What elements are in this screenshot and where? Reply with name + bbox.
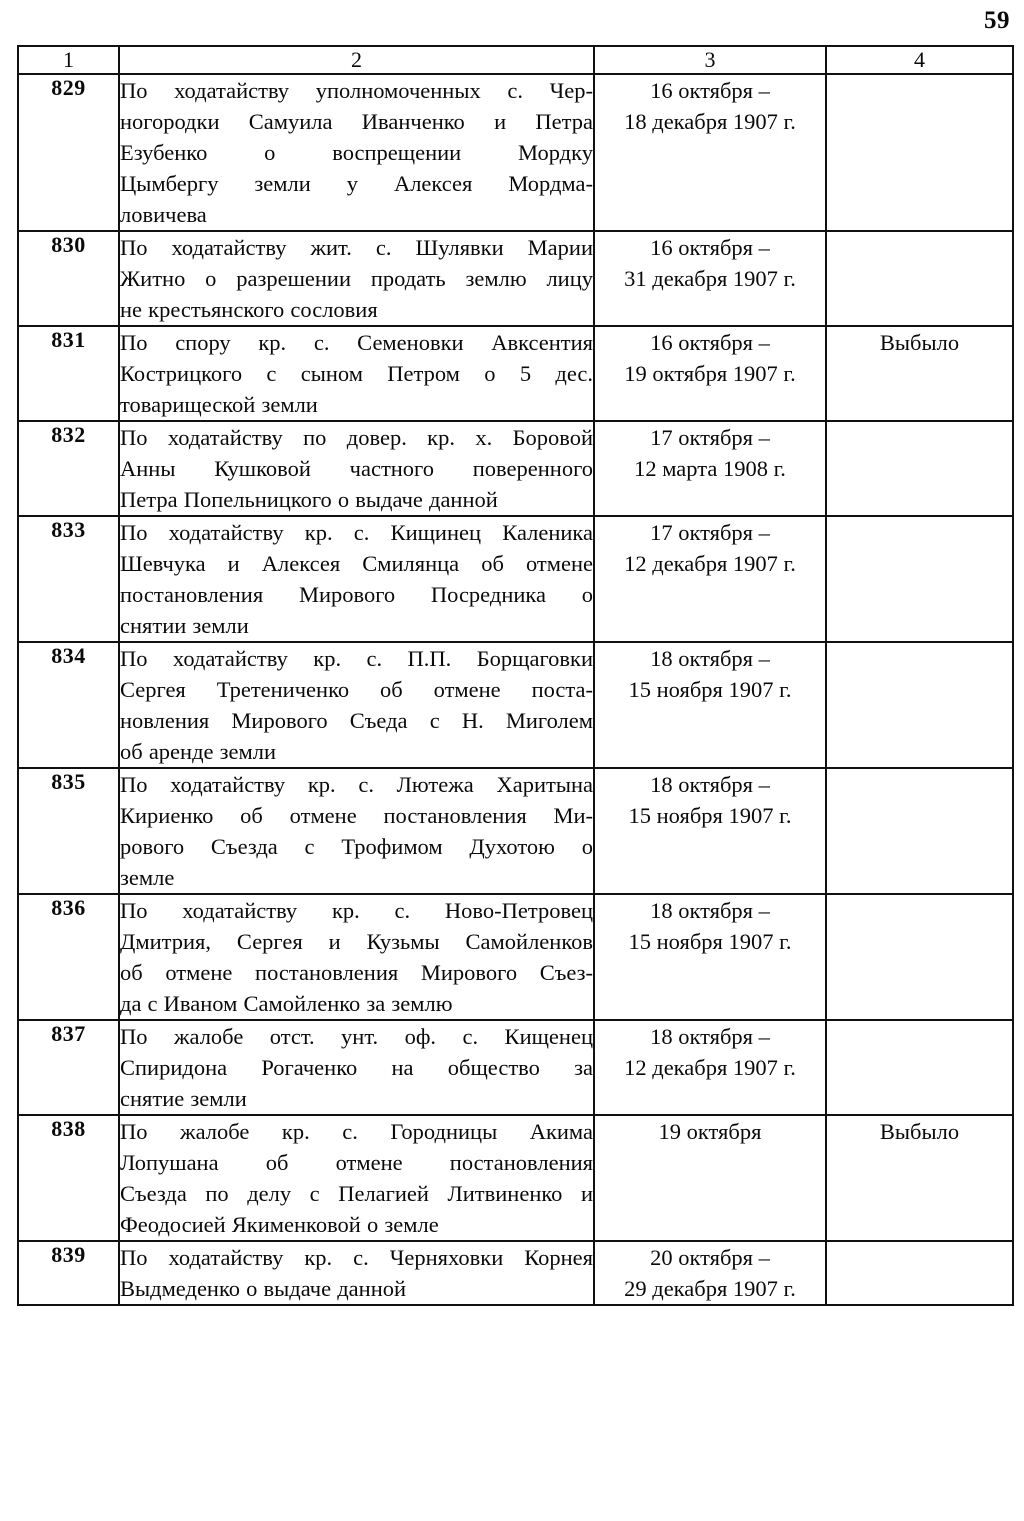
date-line: 18 декабря 1907 г. bbox=[624, 109, 796, 134]
table-row bbox=[18, 768, 1013, 894]
date-line: 15 ноября 1907 г. bbox=[628, 803, 792, 828]
case-status bbox=[826, 1241, 1013, 1305]
page-number: 59 bbox=[984, 7, 1010, 34]
case-number: 839 bbox=[18, 1241, 119, 1305]
description-line: Спиридона Рогаченко на общество за bbox=[120, 1055, 593, 1080]
case-number: 832 bbox=[18, 421, 119, 516]
table-row bbox=[18, 421, 1013, 516]
case-description bbox=[119, 421, 594, 516]
case-dates bbox=[594, 1115, 826, 1241]
case-description bbox=[119, 74, 594, 231]
date-line: 20 октября – bbox=[650, 1245, 770, 1270]
case-number: 836 bbox=[18, 894, 119, 1020]
case-dates bbox=[594, 768, 826, 894]
description-line: Сергея Третениченко об отмене поста- bbox=[120, 677, 593, 702]
case-status bbox=[826, 516, 1013, 642]
case-status bbox=[826, 231, 1013, 326]
column-header-3: 3 bbox=[594, 46, 826, 74]
date-line: 18 октября – bbox=[650, 646, 770, 671]
date-line: 18 октября – bbox=[650, 772, 770, 797]
description-line: ловичева bbox=[120, 202, 207, 227]
date-line: 31 декабря 1907 г. bbox=[624, 266, 796, 291]
description-line: По ходатайству по довер. кр. х. Боровой bbox=[120, 425, 593, 450]
table-row bbox=[18, 1020, 1013, 1115]
date-line: 12 декабря 1907 г. bbox=[624, 551, 796, 576]
case-dates bbox=[594, 421, 826, 516]
case-number: 829 bbox=[18, 74, 119, 231]
table-row bbox=[18, 516, 1013, 642]
case-description bbox=[119, 231, 594, 326]
case-number: 834 bbox=[18, 642, 119, 768]
description-line: новления Мирового Съеда с Н. Миголем bbox=[120, 708, 593, 733]
case-status bbox=[826, 894, 1013, 1020]
date-line: 29 декабря 1907 г. bbox=[624, 1276, 796, 1301]
date-line: 17 октября – bbox=[650, 520, 770, 545]
date-line: 16 октября – bbox=[650, 78, 770, 103]
description-line: По ходатайству кр. с. Черняховки Корнея bbox=[120, 1245, 593, 1270]
case-description bbox=[119, 1020, 594, 1115]
table-row bbox=[18, 231, 1013, 326]
description-line: Петра Попельницкого о выдаче данной bbox=[120, 487, 498, 512]
description-line: По ходатайству кр. с. Лютежа Харитына bbox=[120, 772, 593, 797]
description-line: Житно о разрешении продать землю лицу bbox=[120, 266, 593, 291]
case-dates bbox=[594, 231, 826, 326]
date-line: 16 октября – bbox=[650, 330, 770, 355]
date-line: 19 октября bbox=[658, 1119, 762, 1144]
table-row bbox=[18, 1241, 1013, 1305]
case-status bbox=[826, 421, 1013, 516]
register-table bbox=[17, 45, 1014, 1306]
description-line: Лопушана об отмене постановления bbox=[120, 1150, 593, 1175]
case-number: 838 bbox=[18, 1115, 119, 1241]
column-header-4: 4 bbox=[826, 46, 1013, 74]
table-header-row bbox=[18, 46, 1013, 74]
case-number: 833 bbox=[18, 516, 119, 642]
description-line: земле bbox=[120, 865, 175, 890]
description-line: По ходатайству кр. с. Кищинец Каленика bbox=[120, 520, 593, 545]
description-line: По жалобе кр. с. Городницы Акима bbox=[120, 1119, 593, 1144]
description-line: постановления Мирового Посредника о bbox=[120, 582, 593, 607]
date-line: 19 октября 1907 г. bbox=[624, 361, 796, 386]
case-status bbox=[826, 768, 1013, 894]
description-line: По жалобе отст. унт. оф. с. Кищенец bbox=[120, 1024, 593, 1049]
description-line: По ходатайству кр. с. Ново-Петровец bbox=[120, 898, 593, 923]
case-status: Выбыло bbox=[826, 326, 1013, 421]
description-line: снятие земли bbox=[120, 1086, 247, 1111]
description-line: Дмитрия, Сергея и Кузьмы Самойленков bbox=[120, 929, 593, 954]
table-row bbox=[18, 894, 1013, 1020]
table-row bbox=[18, 642, 1013, 768]
description-line: По ходатайству жит. с. Шулявки Марии bbox=[120, 235, 593, 260]
case-dates bbox=[594, 74, 826, 231]
table-header bbox=[18, 46, 1013, 74]
case-status bbox=[826, 1020, 1013, 1115]
case-dates bbox=[594, 894, 826, 1020]
column-header-1: 1 bbox=[18, 46, 119, 74]
case-number: 835 bbox=[18, 768, 119, 894]
description-line: Езубенко о воспрещении Мордку bbox=[120, 140, 593, 165]
description-line: По спору кр. с. Семеновки Авксентия bbox=[120, 330, 593, 355]
column-header-2: 2 bbox=[119, 46, 594, 74]
date-line: 16 октября – bbox=[650, 235, 770, 260]
description-line: Выдмеденко о выдаче данной bbox=[120, 1276, 407, 1301]
case-dates bbox=[594, 1241, 826, 1305]
description-line: ногородки Самуила Иванченко и Петра bbox=[120, 109, 593, 134]
case-dates bbox=[594, 1020, 826, 1115]
description-line: да с Иваном Самойленко за землю bbox=[120, 991, 453, 1016]
description-line: Шевчука и Алексея Смилянца об отмене bbox=[120, 551, 593, 576]
description-line: Цымбергу земли у Алексея Мордма- bbox=[120, 171, 593, 196]
description-line: Съезда по делу с Пелагией Литвиненко и bbox=[120, 1181, 593, 1206]
case-dates bbox=[594, 516, 826, 642]
case-description bbox=[119, 894, 594, 1020]
case-description bbox=[119, 1115, 594, 1241]
case-description bbox=[119, 768, 594, 894]
case-dates bbox=[594, 326, 826, 421]
date-line: 17 октября – bbox=[650, 425, 770, 450]
case-number: 830 bbox=[18, 231, 119, 326]
table-row bbox=[18, 74, 1013, 231]
case-description bbox=[119, 1241, 594, 1305]
description-line: рового Съезда с Трофимом Духотою о bbox=[120, 834, 593, 859]
description-line: Кострицкого с сыном Петром о 5 дес. bbox=[120, 361, 593, 386]
table-row bbox=[18, 1115, 1013, 1241]
description-line: Кириенко об отмене постановления Ми- bbox=[120, 803, 593, 828]
description-line: По ходатайству кр. с. П.П. Борщаговки bbox=[120, 646, 593, 671]
description-line: Феодосией Якименковой о земле bbox=[120, 1212, 439, 1237]
case-status: Выбыло bbox=[826, 1115, 1013, 1241]
description-line: об отмене постановления Мирового Съез- bbox=[120, 960, 593, 985]
case-number: 837 bbox=[18, 1020, 119, 1115]
case-number: 831 bbox=[18, 326, 119, 421]
date-line: 12 марта 1908 г. bbox=[634, 456, 786, 481]
description-line: товарищеской земли bbox=[120, 392, 318, 417]
description-line: Анны Кушковой частного поверенного bbox=[120, 456, 593, 481]
description-line: не крестьянского сословия bbox=[120, 297, 378, 322]
date-line: 18 октября – bbox=[650, 898, 770, 923]
date-line: 18 октября – bbox=[650, 1024, 770, 1049]
case-description bbox=[119, 326, 594, 421]
table-row bbox=[18, 326, 1013, 421]
date-line: 15 ноября 1907 г. bbox=[628, 677, 792, 702]
case-status bbox=[826, 74, 1013, 231]
table-body bbox=[18, 74, 1013, 1305]
date-line: 12 декабря 1907 г. bbox=[624, 1055, 796, 1080]
description-line: По ходатайству уполномоченных с. Чер- bbox=[120, 78, 593, 103]
description-line: снятии земли bbox=[120, 613, 249, 638]
case-description bbox=[119, 516, 594, 642]
case-dates bbox=[594, 642, 826, 768]
case-status bbox=[826, 642, 1013, 768]
description-line: об аренде земли bbox=[120, 739, 277, 764]
date-line: 15 ноября 1907 г. bbox=[628, 929, 792, 954]
case-description bbox=[119, 642, 594, 768]
